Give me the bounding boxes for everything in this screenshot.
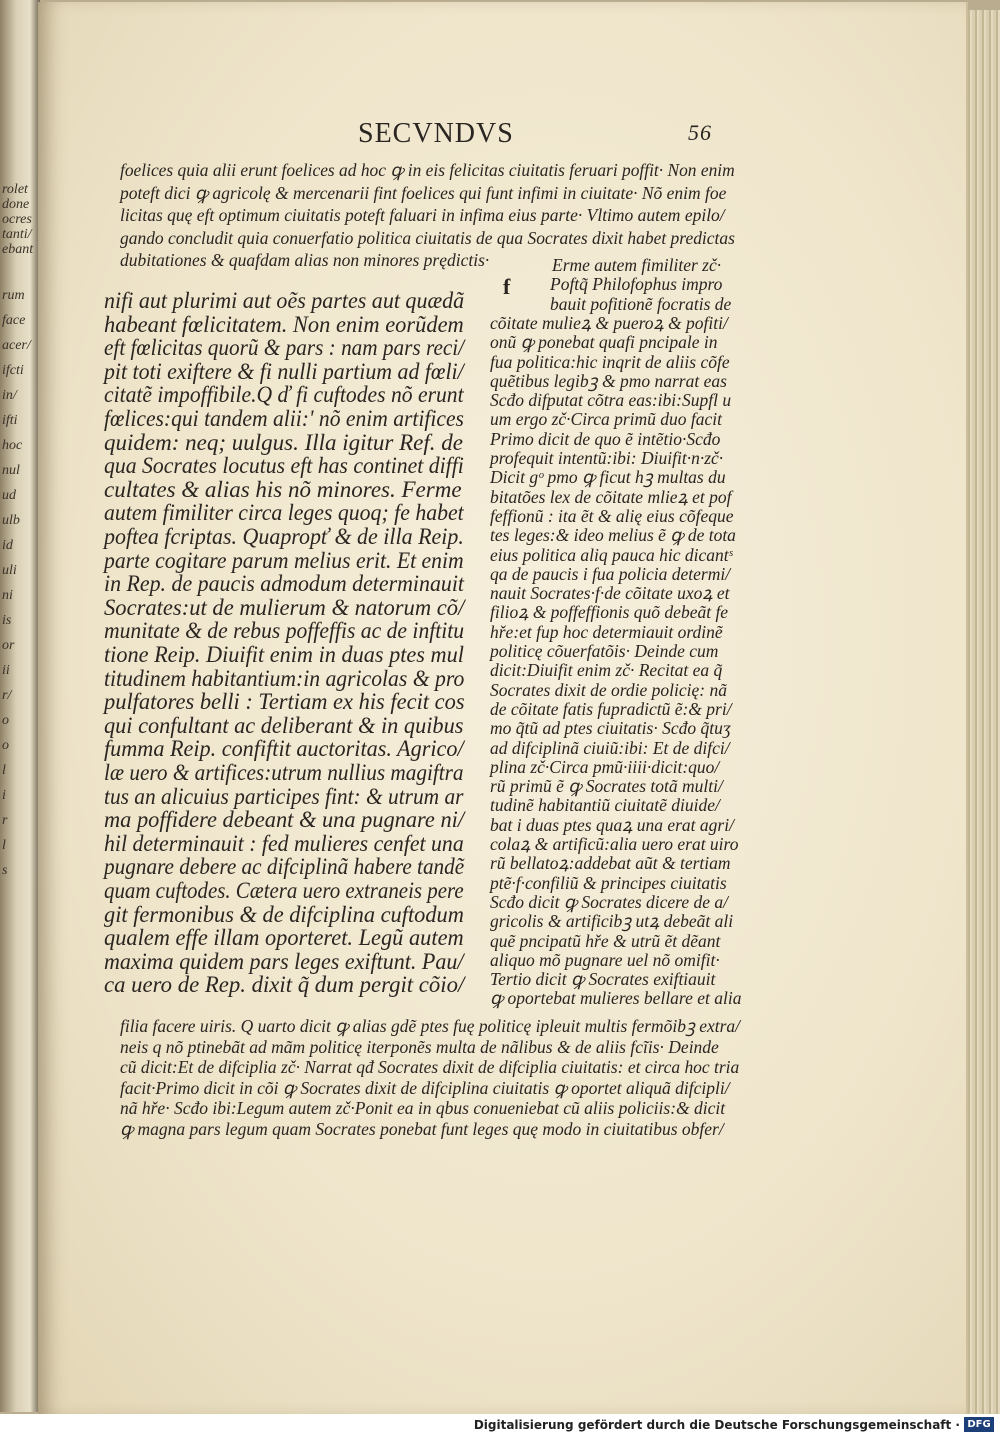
commentary-line: Scđo difputat cõtra eas:ibi:Supfl u xyxy=(490,390,732,411)
commentary-line: Socrates dixit de ordie policię: nã xyxy=(490,679,728,700)
commentary-line: quẽtibus legibꝫ & pmo narrat eas xyxy=(490,370,727,391)
footer-credit: Digitalisierung gefördert durch die Deutsche Forschungsgemeinschaft · xyxy=(473,1418,960,1432)
commentary-line: ꝙ oportebat mulieres bellare et alia xyxy=(490,988,742,1009)
footer-bar xyxy=(0,1414,1000,1437)
margin-fragment: acer/ xyxy=(2,338,31,353)
margin-fragment: rum xyxy=(2,288,25,303)
commentary-line: Scđo dicit ꝙ Socrates dicere de a/ xyxy=(490,891,728,912)
margin-fragment: ulb xyxy=(2,513,20,528)
commentary-line: plina zč·Circa pmũ·iiii·dicit:quo/ xyxy=(490,756,720,777)
main-text-line: habeant fœlicitatem. Non enim eorũdem xyxy=(104,311,464,337)
main-text-line: nifi aut plurimi aut oẽs partes aut quædã xyxy=(104,288,465,313)
main-text-line: pit toti exiftere & fi nulli partium ad fœli/ xyxy=(104,358,464,384)
main-text-line: cultates & alias his nõ minores. Ferme xyxy=(104,476,462,502)
margin-fragment: face xyxy=(2,313,26,328)
commentary-line: politicę cõuerfatõis· Deinde cum xyxy=(490,641,719,661)
left-page-edge xyxy=(0,0,40,1412)
margin-fragment: ud xyxy=(2,488,16,503)
commentary-line: facit·Primo dicit in cõi ꝙ Socrates dixit de difciplina ciuitatis ꝙ oportet aliquã difcipli/ xyxy=(120,1077,730,1098)
main-text-line: quidem: neq; uulgus. Illa igitur Ref. de xyxy=(104,429,463,455)
main-text-line: tus an alicuius participes fint: & utrum ar xyxy=(104,783,464,809)
main-text-line: pulfatores belli : Tertiam ex his fecit cos xyxy=(104,689,465,715)
commentary-line: um ergo zč·Circa primũ duo facit xyxy=(490,409,723,430)
commentary-line: qa de paucis i fua policia determi/ xyxy=(490,563,731,584)
commentary-line: aliquo mõ pugnare uel nõ omifit· xyxy=(490,949,720,970)
commentary-line: mo q̃tũ ad ptes ciuitatis· Scđo q̃tuʒ xyxy=(490,718,731,739)
commentary-line: colaꝝ & artificũ:alia uero erat uiro xyxy=(490,834,739,854)
commentary-line: onũ ꝙ ponebat quafi pncipale in xyxy=(490,332,718,353)
main-text-line: ca uero de Rep. dixit q̃ dum pergit cõio/ xyxy=(104,972,465,998)
main-text-line: ma poffidere debeant & una pugnare ni/ xyxy=(104,807,465,833)
margin-fragment: ebant xyxy=(2,242,34,257)
margin-fragment: l xyxy=(2,838,6,853)
commentary-line: Tertio dicit ꝙ Socrates exiftiauit xyxy=(490,969,716,990)
main-text-line: in Rep. de paucis admodum determinauit xyxy=(104,571,465,597)
guide-letter: f xyxy=(503,274,511,299)
margin-fragment: ifti xyxy=(2,413,18,428)
margin-fragment: l xyxy=(2,763,6,778)
commentary-line: neis q nõ ptinebãt ad mãm politicę iterponẽs multa de nãlibus & de aliis fcĩis· Deinde xyxy=(120,1036,719,1057)
margin-fragment: in/ xyxy=(2,388,17,403)
commentary-line: dubitationes & quafdam alias non minores prędictis· xyxy=(120,250,490,270)
commentary-line: cũ dicit:Et de difciplia zč· Narrat qđ Socrates dixit de difciplia ciuitatis: et circa hoc tria xyxy=(120,1057,740,1078)
main-text-line: poftea fcriptas. Quapropť & de illa Reip. xyxy=(104,524,464,549)
commentary-line: foelices quia alii erunt foelices ad hoc ꝙ in eis felicitas ciuitatis feruari poffit· Non enim xyxy=(120,160,735,180)
margin-fragment: i xyxy=(2,788,6,803)
main-text-line: titudinem habitantium:in agricolas & pro xyxy=(104,665,465,691)
margin-fragment: ocres xyxy=(2,212,32,227)
main-text-line: quam cuftodes. Cætera uero extraneis pere xyxy=(104,878,464,903)
margin-fragment: o xyxy=(2,738,9,753)
margin-fragment: ifcti xyxy=(2,363,24,378)
main-text-line: fœlices:qui tandem alii:' nõ enim artifices xyxy=(104,406,464,431)
commentary-line: Dicit gᵒ pmo ꝙ ficut hꝫ multas du xyxy=(490,467,726,488)
commentary-line: nauit Socrates·f·de cõitate uxoꝝ et xyxy=(490,583,730,604)
commentary-line: gando concludit quia conuerfatio politica ciuitatis de qua Socrates dixit habet predictas xyxy=(120,227,735,248)
main-text-line: læ uero & artifices:utrum nullius magiftra xyxy=(104,760,464,785)
commentary-line: hře:et fup hoc determiauit ordinẽ xyxy=(490,621,723,642)
margin-fragment: s xyxy=(2,863,8,878)
commentary-line: rũ bellatoꝝ:addebat aũt & tertiam xyxy=(490,853,731,874)
main-text-line: citatẽ impoffibile.Q ď fi cuftodes nõ erunt xyxy=(104,382,464,408)
commentary-line: gricolis & artificibꝫ utꝝ debeãt ali xyxy=(490,911,734,932)
main-text-line: pugnare debere ac difciplinã habere tandẽ xyxy=(104,854,465,880)
book-page xyxy=(38,2,968,1414)
commentary-line: licitas quę eft optimum ciuitatis poteft faluari in infima eius parte· Vltimo autem epilo/ xyxy=(120,205,725,225)
folio-number: 56 xyxy=(688,120,712,145)
main-text-line: qua Socrates locutus eft has continet diffi xyxy=(104,453,464,479)
main-text-line: Socrates:ut de mulierum & natorum cõ/ xyxy=(104,594,465,620)
commentary-line: filioꝝ & poffeffionis quõ debeãt fe xyxy=(490,602,729,623)
commentary-line: feffionũ : ita ẽt & alię eius cõfeque xyxy=(490,505,734,526)
commentary-line: ad difciplinã ciuiũ:ibi: Et de difci/ xyxy=(490,737,730,758)
commentary-line: ptẽ·f·confiliũ & principes ciuitatis xyxy=(490,872,727,893)
commentary-line: rũ primũ ẽ ꝙ Socrates totã multi/ xyxy=(490,776,723,797)
commentary-line: nã hře· Scđo ibi:Legum autem zč·Ponit ea in qbus conueniebat cũ aliis policiis:& dicit xyxy=(120,1098,726,1119)
margin-fragment: done xyxy=(2,197,30,212)
running-header: SECVNDVS xyxy=(358,118,514,149)
commentary-line: Poftq̃ Philofophus impro xyxy=(550,274,723,295)
main-text-line: tione Reip. Diuifit enim in duas ptes mul xyxy=(104,642,464,667)
main-text-line: qualem effe illam oporteret. Legũ autem xyxy=(104,925,464,951)
main-text-line: munitate & de rebus poffeffis ac de inftitu xyxy=(104,618,465,644)
commentary-line: bauit pofitionẽ focratis de xyxy=(550,293,732,314)
margin-fragment: o xyxy=(2,713,9,728)
margin-fragment: ii xyxy=(2,663,10,678)
commentary-line: eius politica aliq pauca hic dicantˢ xyxy=(490,544,733,565)
commentary-line: Erme autem fimiliter zč· xyxy=(552,255,722,275)
margin-fragment: hoc xyxy=(2,438,23,453)
margin-fragment: is xyxy=(2,613,12,628)
main-text-line: hil determinauit : fed mulieres cenfet una xyxy=(104,830,464,856)
commentary-line: cõitate mulieꝝ & pueroꝝ & pofiti/ xyxy=(490,312,728,333)
main-text-line: parte cogitare parum melius erit. Et enim xyxy=(104,547,464,573)
commentary-line: dicit:Diuifit enim zč· Recitat ea q̃ xyxy=(490,660,723,681)
margin-fragment: nul xyxy=(2,463,20,478)
commentary-line: bat i duas ptes quaꝝ una erat agri/ xyxy=(490,814,734,835)
margin-fragment: or xyxy=(2,638,15,653)
main-text-line: fumma Reip. confiftit auctoritas. Agrico/ xyxy=(104,736,464,762)
commentary-line: filia facere uiris. Q uarto dicit ꝙ alias gdẽ ptes fuę politicę ipleuit multis fermõibꝫ extra/ xyxy=(120,1016,740,1036)
main-text-line: git fermonibus & de difciplina cuftodum xyxy=(104,901,464,927)
margin-fragment: id xyxy=(2,538,13,553)
commentary-line: Primo dicit de quo ẽ intẽtio·Scđo xyxy=(490,428,721,449)
margin-fragment: uli xyxy=(2,563,17,578)
margin-fragment: tanti/ xyxy=(2,227,32,242)
commentary-line: fua politica:hic inqrit de aliis cõfe xyxy=(490,351,730,372)
main-text-line: eft fœlicitas quorũ & pars : nam pars reci/ xyxy=(104,335,465,361)
commentary-line: profequit intentũ:ibi: Diuifit·n·zč· xyxy=(490,448,724,468)
commentary-line: bitatões lex de cõitate mlieꝝ et pof xyxy=(490,486,732,507)
commentary-line: tudinẽ habitantiũ ciuitatẽ diuide/ xyxy=(490,795,720,816)
commentary-line: poteft dici ꝙ agricolę & mercenarii fint foelices qui funt infimi in ciuitate· Nõ enim foe xyxy=(120,182,727,203)
margin-fragment: r xyxy=(2,813,8,828)
commentary-line: tes leges:& ideo melius ẽ ꝙ de tota xyxy=(490,525,736,546)
commentary-line: de cõitate fatis fupradictũ ẽ:& pri/ xyxy=(490,698,732,719)
commentary-line: quẽ pncipatũ hře & utrũ ẽt dẽant xyxy=(490,930,721,951)
dfg-logo: DFG xyxy=(964,1417,994,1432)
margin-fragment: ni xyxy=(2,588,13,603)
main-text-line: qui confultant ac deliberant & in quibus xyxy=(104,712,464,738)
main-text-line: maxima quidem pars leges exiftunt. Pau/ xyxy=(104,948,464,974)
margin-fragment: r/ xyxy=(2,688,12,703)
main-text-line: autem fimiliter circa leges quoq; fe habet xyxy=(104,500,464,526)
commentary-line: ꝙ magna pars legum quam Socrates ponebat funt leges quę modo in ciuitatibus obfer/ xyxy=(120,1119,724,1139)
margin-fragment: rolet xyxy=(2,182,28,197)
